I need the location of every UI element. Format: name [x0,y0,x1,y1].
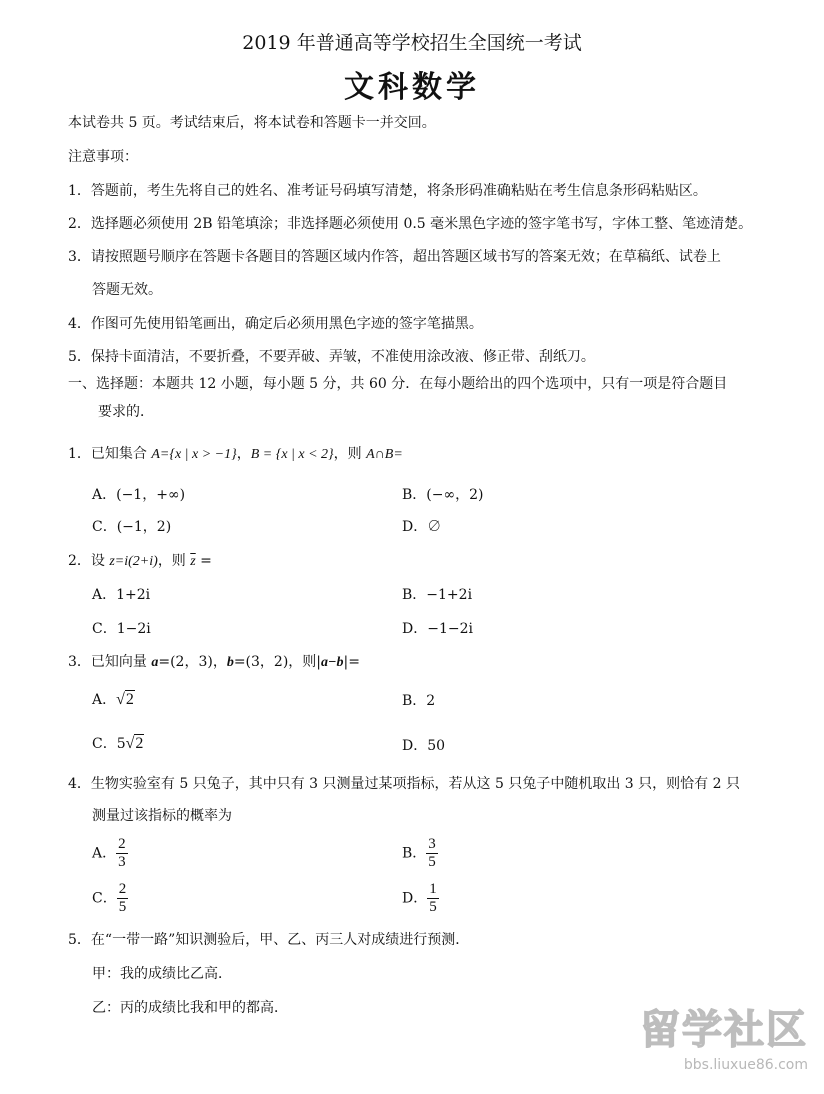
denominator: 5 [118,899,127,915]
question-5: 5．在“一带一路”知识测验后，甲、乙、丙三人对成绩进行预测． [68,932,470,948]
set-a: A={x | x > −1} [151,447,237,462]
set-b: B = {x | x < 2} [250,447,334,462]
note-item: 5．保持卡面清洁，不要折叠，不要弄破、弄皱，不准使用涂改液、修正带、刮纸刀。 [68,349,595,365]
option-label: C． [92,890,117,907]
question-4-continued: 测量过该指标的概率为 [92,808,232,824]
option-c [92,881,128,916]
vector-b-value: =(3，2)，则| [233,654,322,670]
question-1-ask: A∩B= [366,447,403,462]
note-item-continued: 答题无效。 [92,282,162,298]
option-d: D．50 [402,738,446,754]
note-item: 3．请按照题号顺序在答题卡各题目的答题区域内作答，超出答题区域书写的答案无效；在草稿纸、试卷上 [68,249,721,265]
numerator: 3 [428,836,436,852]
exam-subject: 文科数学 [344,70,480,105]
vector-a: a [151,655,159,670]
watermark-url: bbs.liuxue86.com [683,1057,808,1073]
fraction [116,836,128,871]
numerator: 2 [118,881,127,897]
option-a: A．(−1，+∞) [92,487,186,503]
intro-text: 本试卷共 5 页。考试结束后，将本试卷和答题卡一并交回。 [68,115,436,131]
fraction [426,836,438,871]
option-d: D．∅ [402,519,442,535]
statement-jia: 甲：我的成绩比乙高． [92,966,232,982]
option-d [402,881,439,916]
denominator: 5 [428,854,436,870]
sqrt-expression: √2 [116,691,134,708]
statement-yi: 乙：丙的成绩比我和甲的都高． [92,1000,288,1016]
watermark-brand: 留学社区 [640,1007,808,1053]
question-2-mid: ，则 [157,553,191,569]
question-4: 4．生物实验室有 5 只兔子，其中只有 3 只测量过某项指标，若从这 5 只兔子中随机取出 3 只，则恰有 2 只 [68,776,740,792]
option-c: C．1−2i [92,621,151,637]
separator: ， [236,446,251,462]
vector-a-value: =(2，3)， [158,654,227,670]
option-b: B．−1+2i [402,587,473,603]
note-item: 2．选择题必须使用 2B 铅笔填涂；非选择题必须使用 0.5 毫米黑色字迹的签字笔书写，字体工整、笔迹清楚。 [68,216,753,232]
numerator: 2 [118,836,126,852]
option-b [402,836,438,871]
vector-difference: a−b [321,655,344,670]
option-c [92,734,144,754]
question-1 [68,444,403,465]
radicand: 2 [135,735,144,752]
question-2 [68,551,212,572]
question-2-suffix: = [195,553,212,569]
option-a [92,836,128,871]
option-label: A． [92,845,117,862]
option-b: B．(−∞，2) [402,487,484,503]
fraction [117,881,129,916]
vector-b: b [226,655,234,670]
denominator: 3 [118,854,126,870]
watermark-logo [638,998,808,1082]
option-label: B． [402,845,427,862]
radicand: 2 [125,691,134,708]
option-d: D．−1−2i [402,621,473,637]
note-item: 1．答题前，考生先将自己的姓名、准考证号码填写清楚，将条形码准确粘贴在考生信息条形码粘贴区。 [68,183,707,199]
exam-title: 2019 年普通高等学校招生全国统一考试 [242,32,582,54]
question-3-prefix: 3．已知向量 [68,654,152,670]
complex-expression: z=i(2+i) [109,554,158,569]
option-c: C．(−1，2) [92,519,172,535]
option-a: A．1+2i [92,587,151,603]
sqrt-expression: √2 [125,735,144,752]
conjugate-z: $\overline{z}$ [190,554,196,569]
numerator: 1 [429,881,437,897]
question-2-prefix: 2．设 [68,553,110,569]
option-a [92,690,135,710]
question-1-ask-prefix: ，则 [333,446,367,462]
fraction [427,881,439,916]
note-item: 4．作图可先使用铅笔画出，确定后必须用黑色字迹的签字笔描黑。 [68,316,483,332]
question-3-suffix: |= [343,654,360,670]
question-1-prefix: 1．已知集合 [68,446,152,462]
section-heading: 一、选择题：本题共 12 小题，每小题 5 分，共 60 分．在每小题给出的四个选项中，只有一项是符合题目 [68,376,728,392]
option-b: B．2 [402,693,436,709]
denominator: 5 [429,899,437,915]
question-3 [68,652,360,673]
notes-heading: 注意事项： [68,149,138,165]
option-label: C．5 [92,736,126,752]
option-label: D． [402,890,428,907]
option-label: A． [92,692,117,708]
section-heading-continued: 要求的． [98,404,154,420]
